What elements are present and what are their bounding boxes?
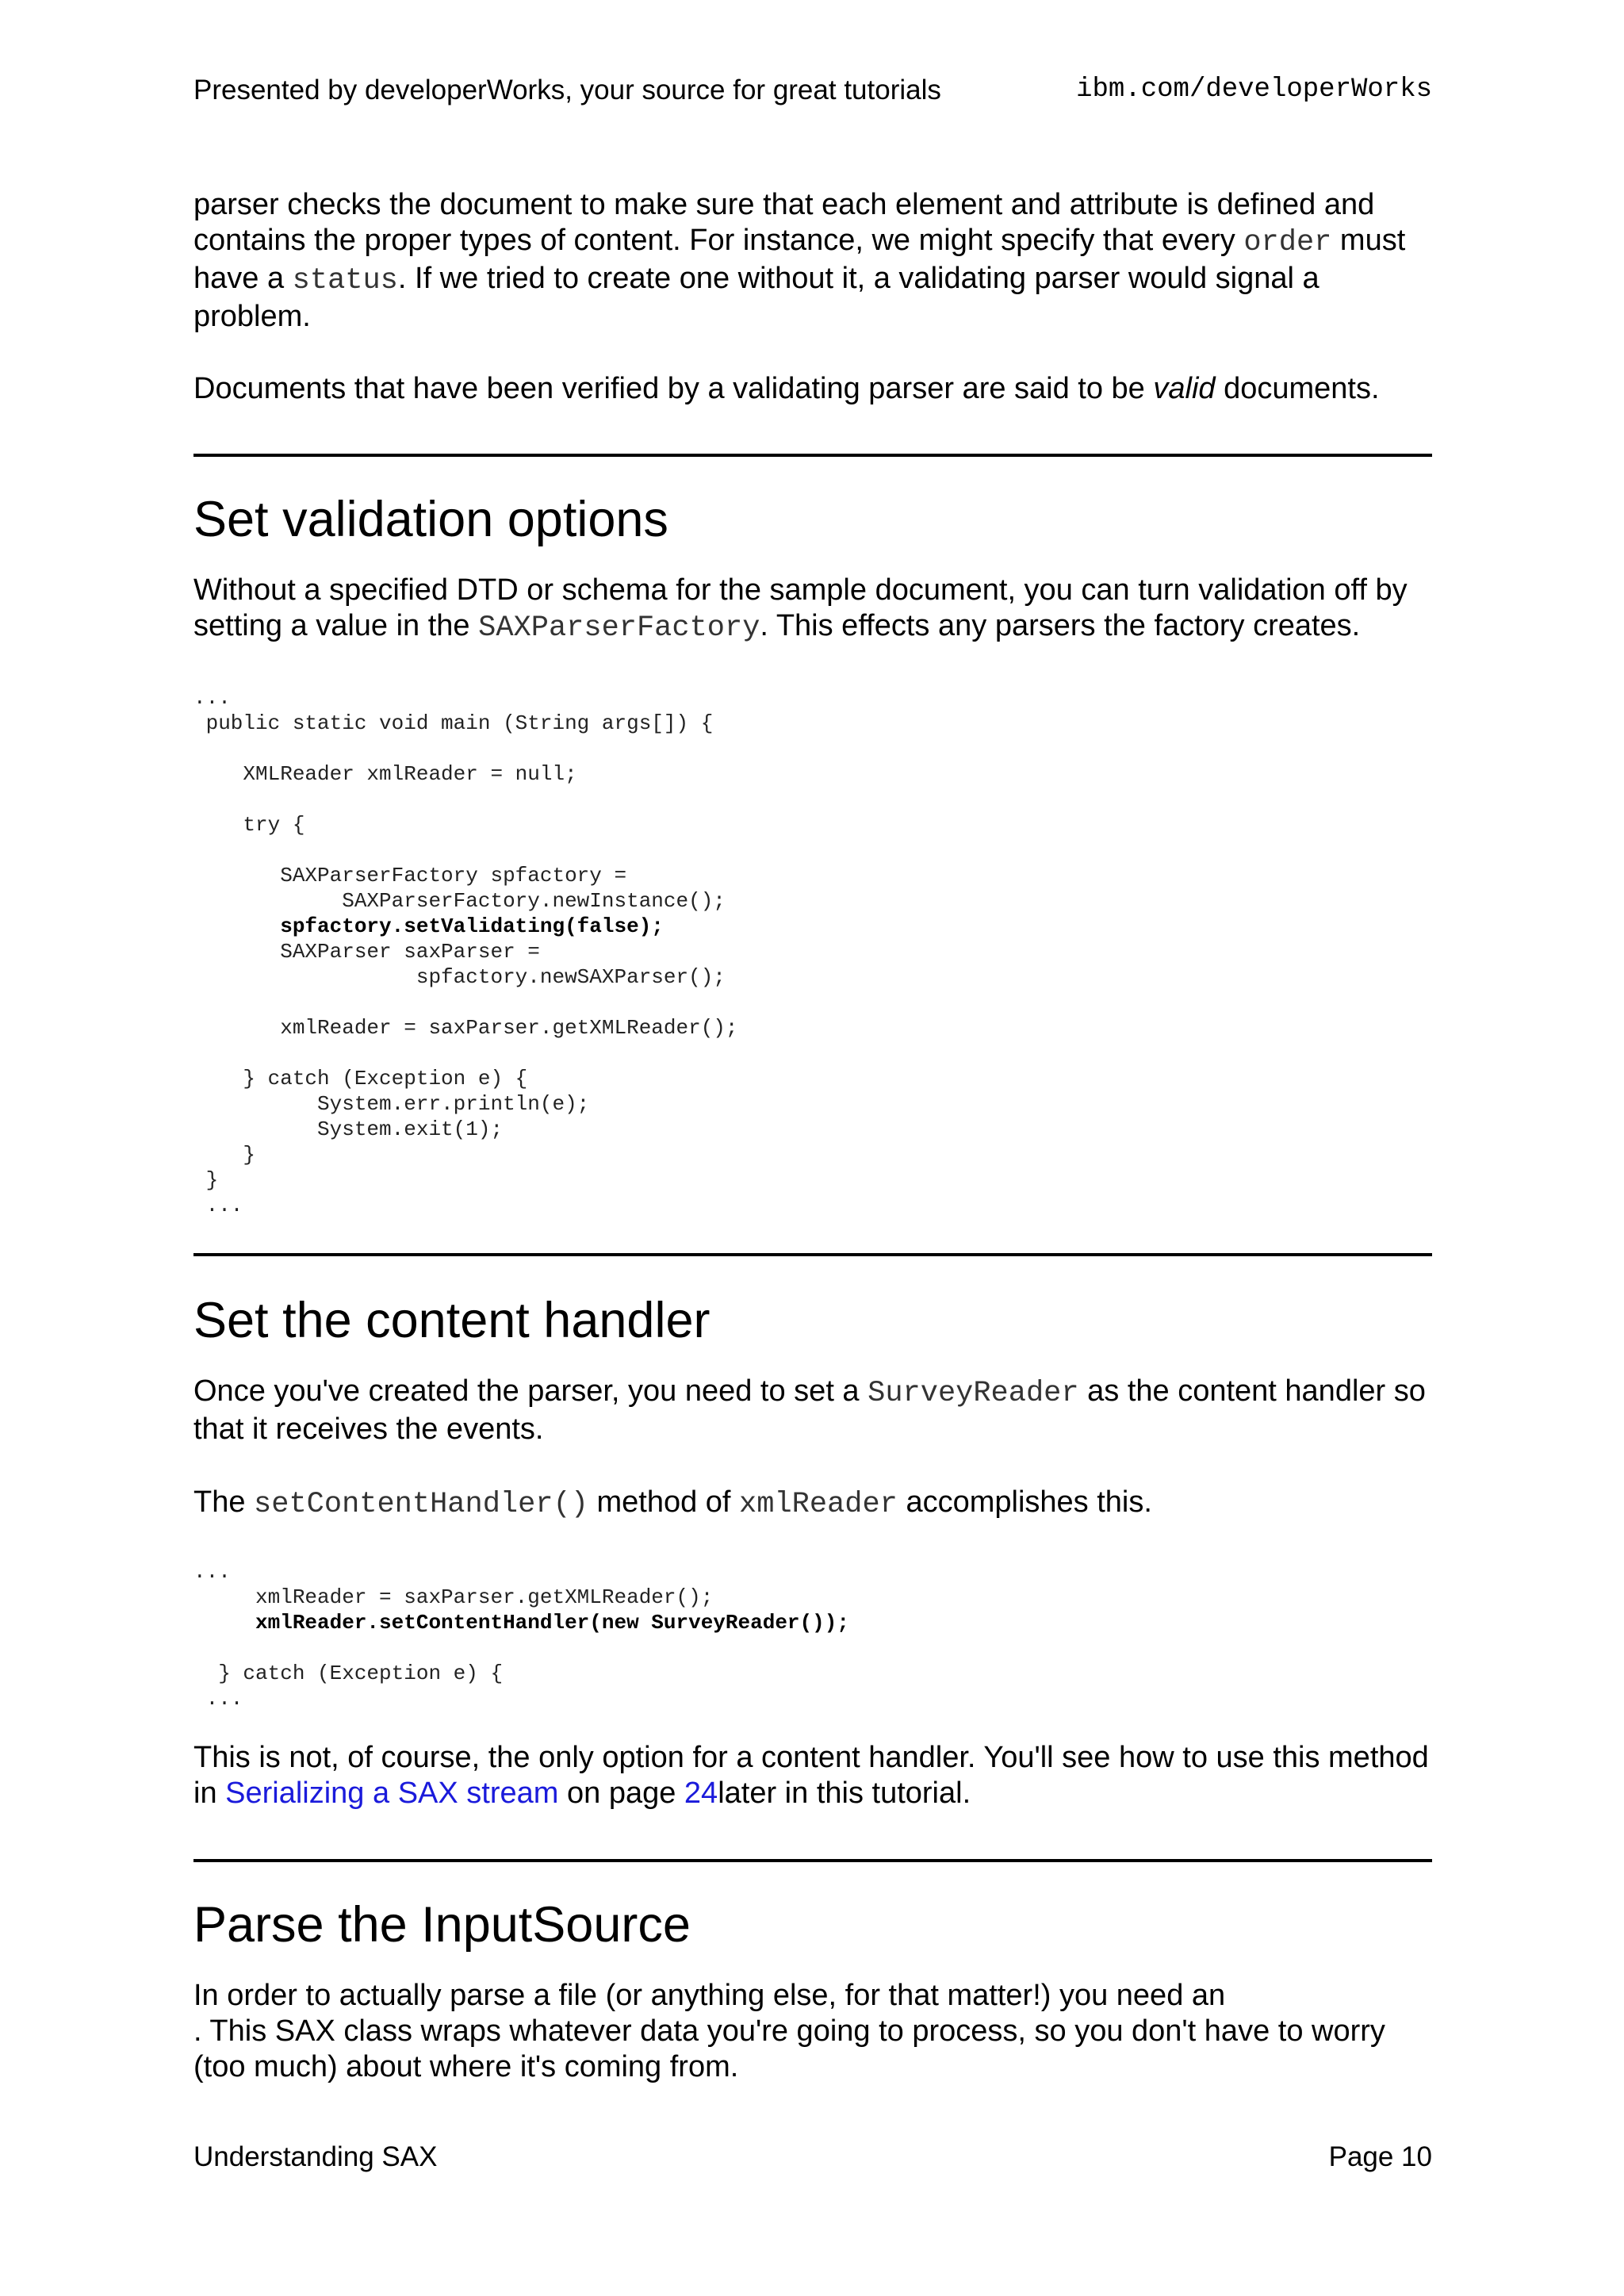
page-header: [193, 75, 1432, 109]
content-handler-note-paragraph: This is not, of course, the only option for a content handler. You'll see how to use this method in Serializing a SAX stream on page 24later in this tutorial.: [193, 1741, 1429, 1810]
divider: [193, 1859, 1432, 1862]
section-title-inputsource: Parse the InputSource: [193, 1897, 691, 1953]
content-handler-paragraph: Once you've created the parser, you need to set a SurveyReader as the content handler so that it receives the events.: [193, 1374, 1426, 1446]
code-status: status: [292, 264, 398, 297]
code-order: order: [1243, 226, 1332, 259]
code-highlight: spfactory.setValidating(false);: [193, 914, 664, 938]
code-highlight: xmlReader.setContentHandler(new SurveyReader());: [193, 1611, 849, 1635]
page-number: Page 10: [1328, 2141, 1432, 2172]
header-left-text: Presented by developerWorks, your source for great tutorials: [193, 75, 941, 105]
validation-paragraph: Without a specified DTD or schema for the sample document, you can turn validation off by setting a value in the SAXParserFactory. This effects any parsers the factory creates.: [193, 573, 1408, 645]
valid-emphasis: valid: [1153, 372, 1216, 405]
inputsource-paragraph: In order to actually parse a file (or anything else, for that matter!) you need an . This SAX class wraps whatever data you're going to process, so you don't have to worry (too much) about where it's coming from.: [193, 1979, 1385, 2083]
code-xmlreader: xmlReader: [739, 1488, 898, 1521]
header-right-text: ibm.com/developerWorks: [1076, 75, 1432, 105]
page-link[interactable]: 24: [684, 1777, 718, 1810]
code-setcontenthandler: setContentHandler(): [254, 1488, 588, 1521]
code-block-content-handler: ... xmlReader = saxParser.getXMLReader(); xmlReader.setContentHandler(new SurveyReader()); } catch (Exception e) { ...: [193, 1560, 849, 1711]
intro-paragraph: parser checks the document to make sure that each element and attribute is defined and contains the proper types of content. For instance, we might specify that every order must have a status. If we tried to create one without it, a validating parser would signal a problem.: [193, 188, 1406, 333]
code-saxparserfactory: SAXParserFactory: [478, 611, 760, 645]
serializing-link[interactable]: Serializing a SAX stream: [225, 1777, 559, 1810]
section-title-validation: Set validation options: [193, 492, 668, 547]
valid-paragraph: Documents that have been verified by a validating parser are said to be valid documents.: [193, 372, 1380, 405]
code-block-validation: ... public static void main (String args[]) { XMLReader xmlReader = null; try { SAXParserFactory spfactory = SAXParserFactory.newInstance(); spfactory.setValidating(false); SAXParser saxParser = spfactory.newSAXParser(); xmlReader = saxParser.getXMLReader(); } catch (Exception e) { System.err.println(e); System.exit(1); } } ...: [193, 686, 738, 1217]
divider: [193, 1253, 1432, 1256]
section-title-content-handler: Set the content handler: [193, 1293, 710, 1348]
footer-title: Understanding SAX: [193, 2141, 438, 2172]
setcontenthandler-paragraph: The setContentHandler() method of xmlReader accomplishes this.: [193, 1485, 1152, 1521]
divider: [193, 454, 1432, 457]
code-surveyreader: SurveyReader: [868, 1377, 1079, 1410]
